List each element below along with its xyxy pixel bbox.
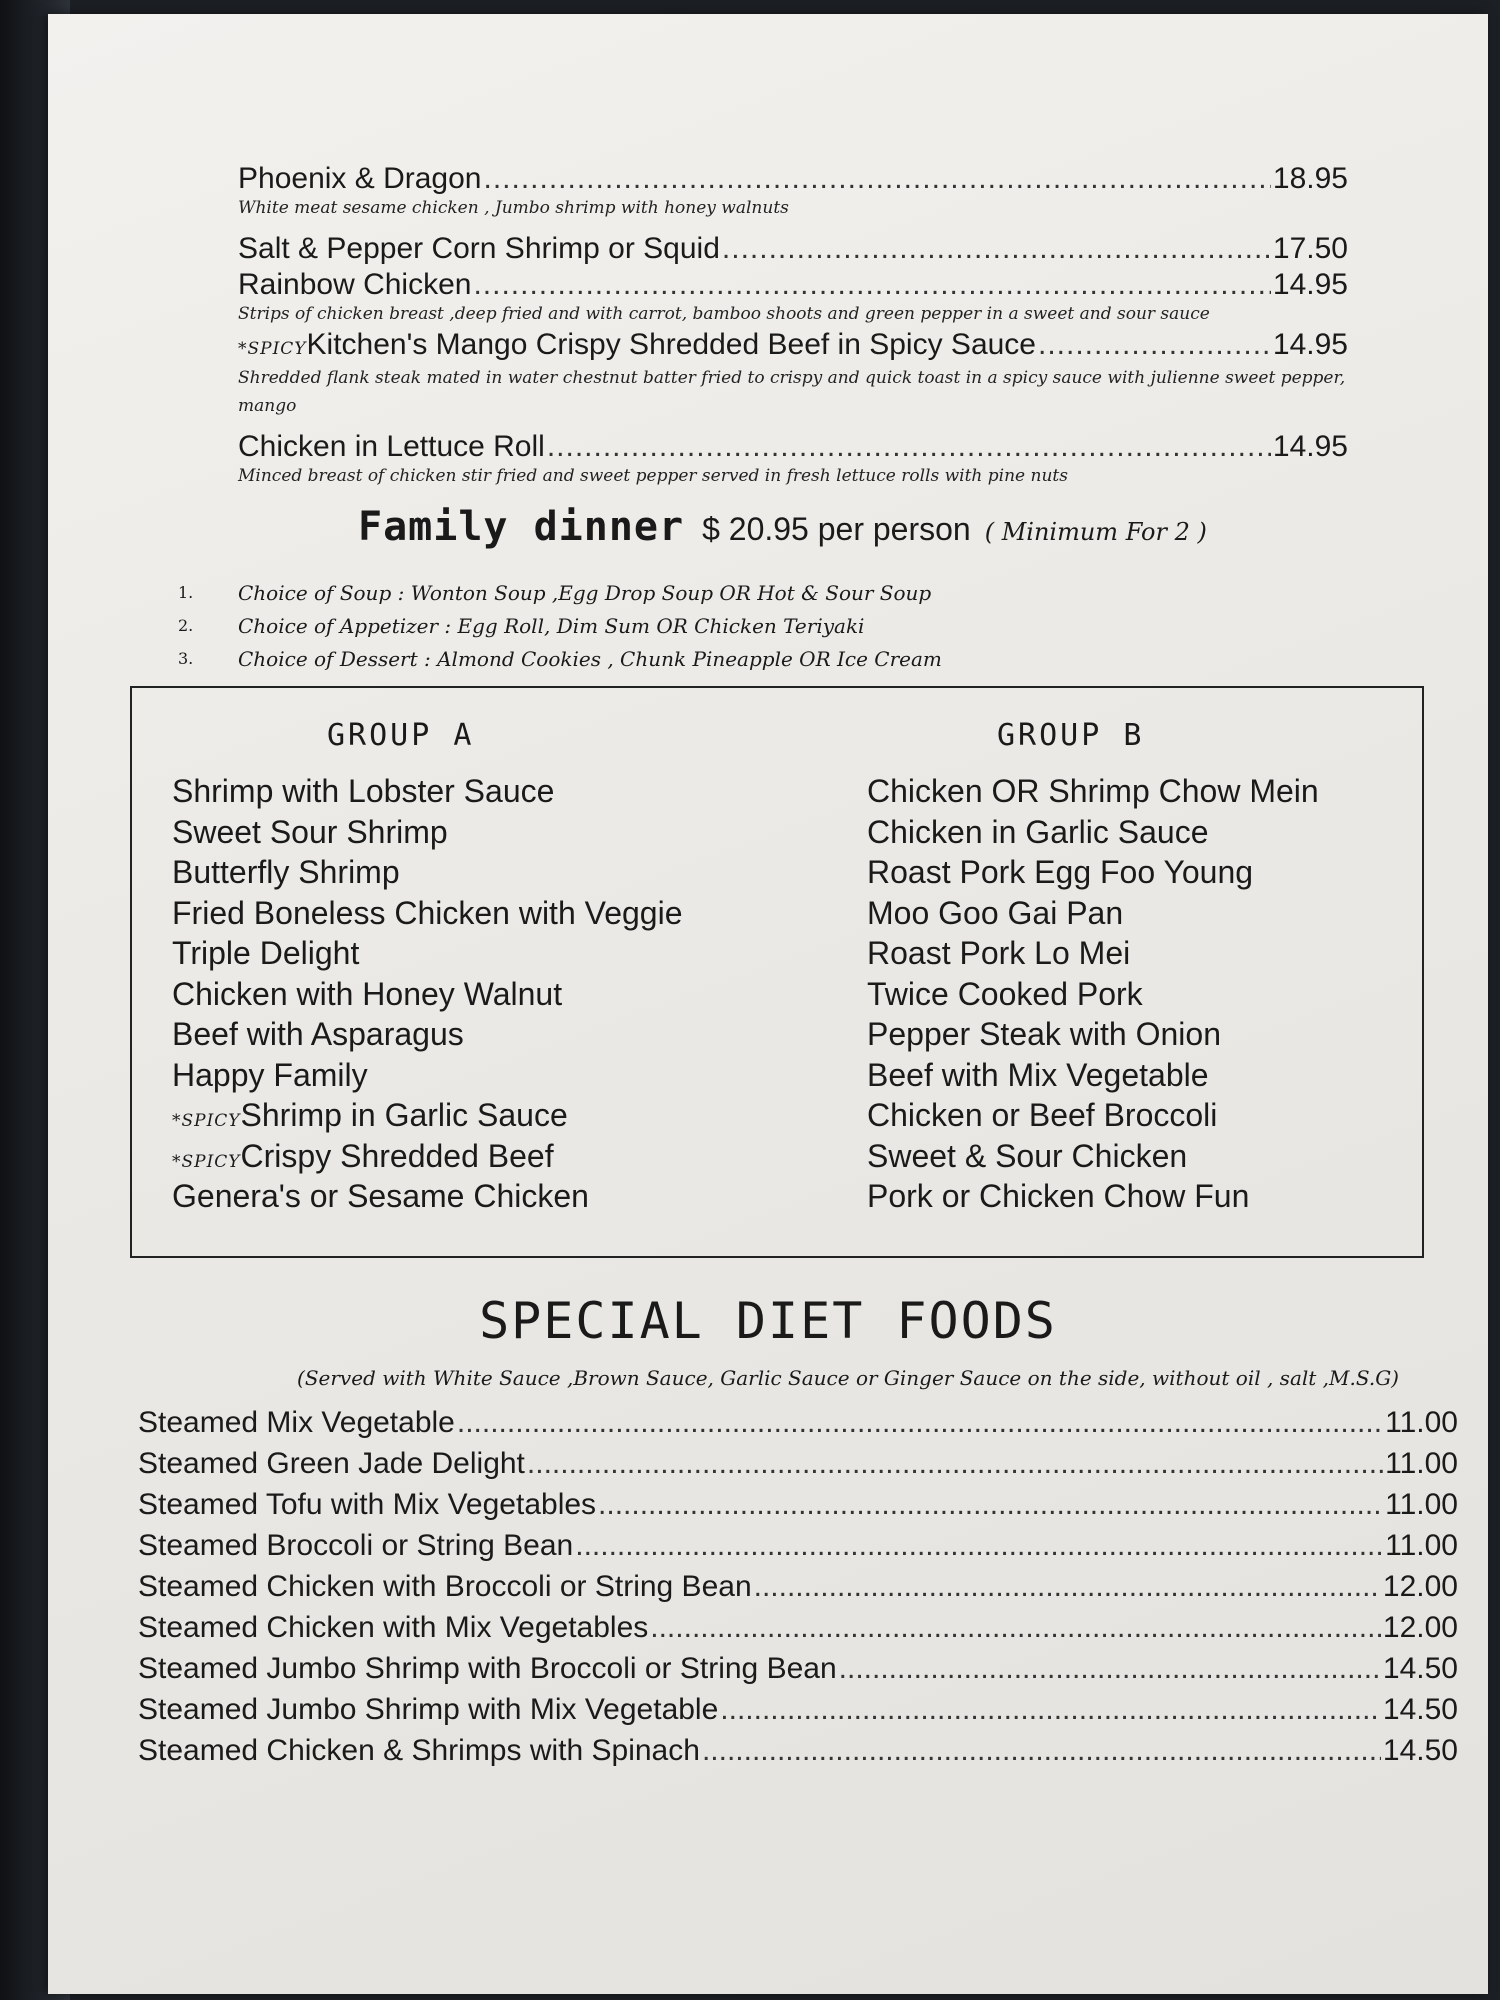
group-b-item: Beef with Mix Vegetable	[867, 1056, 1209, 1093]
item-description: White meat sesame chicken , Jumbo shrimp with honey walnuts	[238, 198, 789, 218]
item-price: 11.00	[1385, 1406, 1458, 1439]
choice-number: 2.	[178, 616, 194, 635]
family-dinner-price: $ 20.95 per person	[702, 511, 971, 547]
group-b-item: Pepper Steak with Onion	[867, 1016, 1221, 1052]
family-dinner-choices	[178, 576, 1178, 675]
item-price: 14.95	[1272, 268, 1348, 301]
special-diet-note: (Served with White Sauce ,Brown Sauce, Garlic Sauce or Ginger Sauce on the side, without oil , salt ,M.S.G)	[297, 1366, 1399, 1390]
family-dinner-minimum: ( Minimum For 2 )	[984, 518, 1207, 546]
item-name: Salt & Pepper Corn Shrimp or Squid	[238, 232, 720, 265]
item-price: 12.00	[1382, 1570, 1458, 1603]
group-b-heading: GROUP B	[997, 718, 1145, 753]
group-b-item: Roast Pork Lo Mei	[867, 935, 1131, 971]
leader-dots	[839, 1652, 1381, 1686]
group-b-item: Pork or Chicken Chow Fun	[867, 1178, 1250, 1214]
spicy-tag: *SPICY	[238, 339, 307, 359]
group-a-item: *SPICYShrimp in Garlic Sauce	[172, 1097, 568, 1133]
choice-number: 1.	[178, 583, 194, 602]
item-price: 14.95	[1272, 328, 1348, 361]
leader-dots	[473, 268, 1270, 302]
choice-row	[178, 642, 1178, 675]
diet-item	[138, 1529, 1458, 1570]
group-a-item: Beef with Asparagus	[172, 1016, 464, 1052]
diet-item	[138, 1570, 1458, 1611]
group-b-item: Roast Pork Egg Foo Young	[867, 854, 1254, 890]
leader-dots	[754, 1570, 1381, 1604]
choice-row	[178, 576, 1178, 609]
group-a-column	[172, 718, 812, 1217]
choice-number: 3.	[178, 649, 194, 668]
leader-dots	[1038, 328, 1271, 362]
group-a-item: Genera's or Sesame Chicken	[172, 1178, 589, 1214]
group-a-item: Chicken with Honey Walnut	[172, 975, 563, 1012]
menu-page	[48, 14, 1488, 1994]
diet-item	[138, 1488, 1458, 1529]
item-price: 14.50	[1382, 1652, 1458, 1685]
special-diet-title: SPECIAL DIET FOODS	[479, 1292, 1057, 1350]
menu-item	[238, 430, 1348, 486]
menu-item	[238, 232, 1348, 266]
group-a-item: Sweet Sour Shrimp	[172, 813, 448, 850]
item-description: Strips of chicken breast ,deep fried and with carrot, bamboo shoots and green pepper in a sweet and sour sauce	[238, 304, 1210, 324]
choice-row	[178, 609, 1178, 642]
group-a-item: Triple Delight	[172, 935, 360, 971]
leader-dots	[484, 162, 1271, 196]
group-b-item: Twice Cooked Pork	[867, 975, 1143, 1012]
group-b-column	[867, 718, 1407, 1217]
item-name: Steamed Chicken with Mix Vegetables	[138, 1611, 649, 1644]
item-description: Minced breast of chicken stir fried and sweet pepper served in fresh lettuce rolls with pine nuts	[238, 466, 1068, 486]
leader-dots	[702, 1734, 1381, 1768]
item-name: Rainbow Chicken	[238, 268, 472, 301]
group-a-heading: GROUP A	[327, 718, 475, 753]
item-price: 12.00	[1382, 1611, 1458, 1644]
group-a-item: Butterfly Shrimp	[172, 854, 400, 890]
item-name: Steamed Green Jade Delight	[138, 1447, 525, 1480]
group-box	[130, 686, 1424, 1258]
item-name: Steamed Mix Vegetable	[138, 1406, 455, 1439]
leader-dots	[527, 1447, 1383, 1481]
item-price: 11.00	[1385, 1488, 1458, 1521]
family-dinner-heading	[358, 504, 1207, 550]
group-a-item: Happy Family	[172, 1056, 368, 1093]
item-name: Steamed Tofu with Mix Vegetables	[138, 1488, 597, 1521]
group-a-item: Shrimp with Lobster Sauce	[172, 773, 555, 809]
leader-dots	[650, 1611, 1381, 1645]
group-b-item: Chicken OR Shrimp Chow Mein	[867, 773, 1319, 809]
item-name: Steamed Jumbo Shrimp with Broccoli or String Bean	[138, 1652, 837, 1685]
group-b-item: Sweet & Sour Chicken	[867, 1137, 1188, 1174]
leader-dots	[457, 1406, 1383, 1440]
diet-item	[138, 1406, 1458, 1447]
leader-dots	[720, 1693, 1381, 1727]
group-b-item: Moo Goo Gai Pan	[867, 894, 1124, 931]
choice-text: Choice of Dessert : Almond Cookies , Chunk Pineapple OR Ice Cream	[238, 646, 942, 671]
item-price: 11.00	[1385, 1447, 1458, 1480]
item-price: 14.95	[1272, 430, 1348, 463]
group-b-item: Chicken in Garlic Sauce	[867, 813, 1209, 850]
choice-text: Choice of Appetizer : Egg Roll, Dim Sum OR Chicken Teriyaki	[238, 613, 865, 638]
menu-item	[238, 162, 1348, 218]
item-name: Kitchen's Mango Crispy Shredded Beef in Spicy Sauce	[306, 328, 1036, 361]
group-b-item: Chicken or Beef Broccoli	[867, 1097, 1218, 1133]
menu-item	[238, 328, 1348, 420]
item-price: 17.50	[1272, 232, 1348, 265]
item-description: Shredded flank steak mated in water chestnut batter fried to crispy and quick toast in a spicy sauce with julienne sweet pepper, mango	[238, 368, 1346, 416]
leader-dots	[598, 1488, 1383, 1522]
leader-dots	[722, 232, 1271, 266]
diet-item	[138, 1652, 1458, 1693]
leader-dots	[547, 430, 1271, 464]
item-price: 18.95	[1272, 162, 1348, 195]
item-price: 14.50	[1382, 1693, 1458, 1726]
special-diet-list	[138, 1406, 1458, 1775]
family-dinner-title: Family dinner	[358, 504, 685, 550]
item-name: Chicken in Lettuce Roll	[238, 430, 545, 463]
item-name: Steamed Chicken with Broccoli or String Bean	[138, 1570, 752, 1603]
menu-item	[238, 268, 1348, 324]
diet-item	[138, 1693, 1458, 1734]
group-a-item: *SPICYCrispy Shredded Beef	[172, 1137, 554, 1174]
item-name: Steamed Jumbo Shrimp with Mix Vegetable	[138, 1693, 719, 1726]
diet-item	[138, 1734, 1458, 1775]
item-name: Phoenix & Dragon	[238, 162, 482, 195]
group-a-item: Fried Boneless Chicken with Veggie	[172, 894, 683, 931]
choice-text: Choice of Soup : Wonton Soup ,Egg Drop Soup OR Hot & Sour Soup	[238, 580, 932, 605]
leader-dots	[575, 1529, 1383, 1563]
diet-item	[138, 1447, 1458, 1488]
item-price: 14.50	[1382, 1734, 1458, 1767]
diet-item	[138, 1611, 1458, 1652]
item-name: Steamed Chicken & Shrimps with Spinach	[138, 1734, 700, 1767]
item-price: 11.00	[1385, 1529, 1458, 1562]
item-name: Steamed Broccoli or String Bean	[138, 1529, 574, 1562]
